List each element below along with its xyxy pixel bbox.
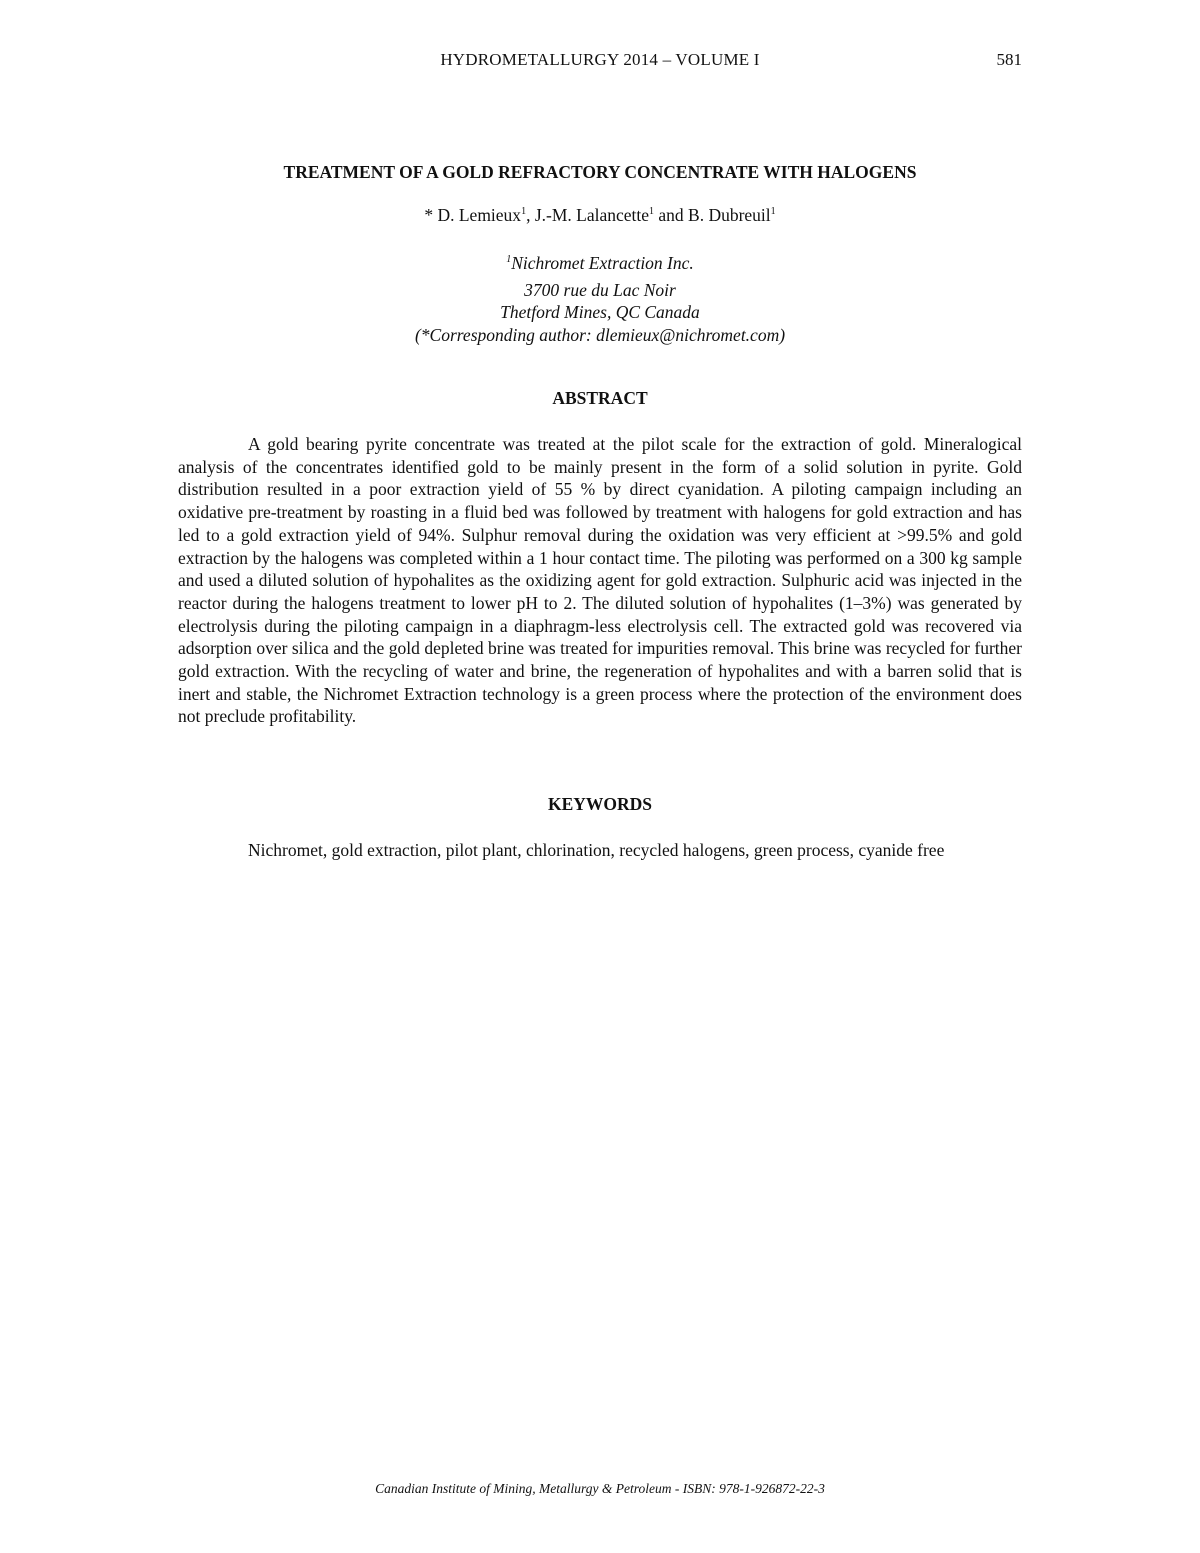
affiliation-block [0, 252, 1200, 347]
affiliation-marker: 1 [770, 206, 776, 217]
paper-title: TREATMENT OF A GOLD REFRACTORY CONCENTRATE WITH HALOGENS [283, 162, 917, 182]
author-name: * D. Lemieux [424, 205, 522, 225]
author-list [0, 205, 1200, 226]
keywords-text: Nichromet, gold extraction, pilot plant, chlorination, recycled halogens, green process, cyanide free [248, 840, 945, 860]
affiliation-organization-line [0, 252, 1200, 279]
abstract-text: A gold bearing pyrite concentrate was treated at the pilot scale for the extraction of gold. Mineralogical analysis of the concentrates identified gold to be mainly present in the form of a solid solution in pyrite. Gold distribution resulted in a poor extraction yield of 55 % by direct cyanidation. A piloting campaign including an oxidative pre-treatment by roasting in a fluid bed was followed by treatment with halogens for gold extraction and has led to a gold extraction yield of 94%. Sulphur removal during the oxidation was very efficient at >99.5% and gold extraction by the halogens was completed within a 1 hour contact time. The piloting was performed on a 300 kg sample and used a diluted solution of hypohalites as the oxidizing agent for gold extraction. Sulphuric acid was injected in the reactor during the halogens treatment to lower pH to 2. The diluted solution of hypohalites (1–3%) was generated by electrolysis during the piloting campaign in a diaphragm-less electrolysis cell. The extracted gold was recovered via adsorption over silica and the gold depleted brine was treated for impurities removal. This brine was recycled for further gold extraction. With the recycling of water and brine, the regeneration of hypohalites and with a barren solid that is inert and stable, the Nichromet Extraction technology is a green process where the protection of the environment does not preclude profitability. [178, 434, 1022, 727]
author-name: and B. Dubreuil [654, 205, 771, 225]
abstract-heading: ABSTRACT [552, 388, 648, 408]
affiliation-organization: Nichromet Extraction Inc. [511, 253, 694, 273]
affiliation-street: 3700 rue du Lac Noir [524, 279, 676, 300]
affiliation-marker: 1 [649, 206, 654, 217]
author-name: , J.-M. Lalancette [526, 205, 649, 225]
page-number: 581 [996, 50, 1022, 69]
corresponding-author: (*Corresponding author: dlemieux@nichromet.com) [414, 325, 786, 346]
keywords-heading: KEYWORDS [547, 794, 653, 814]
page-footer: Canadian Institute of Mining, Metallurgy & Petroleum - ISBN: 978-1-926872-22-3 [375, 1481, 825, 1496]
affiliation-city: Thetford Mines, QC Canada [500, 302, 700, 323]
affiliation-marker: 1 [521, 206, 527, 217]
affiliation-marker: 1 [506, 254, 512, 265]
running-head: HYDROMETALLURGY 2014 – VOLUME I [440, 50, 760, 69]
